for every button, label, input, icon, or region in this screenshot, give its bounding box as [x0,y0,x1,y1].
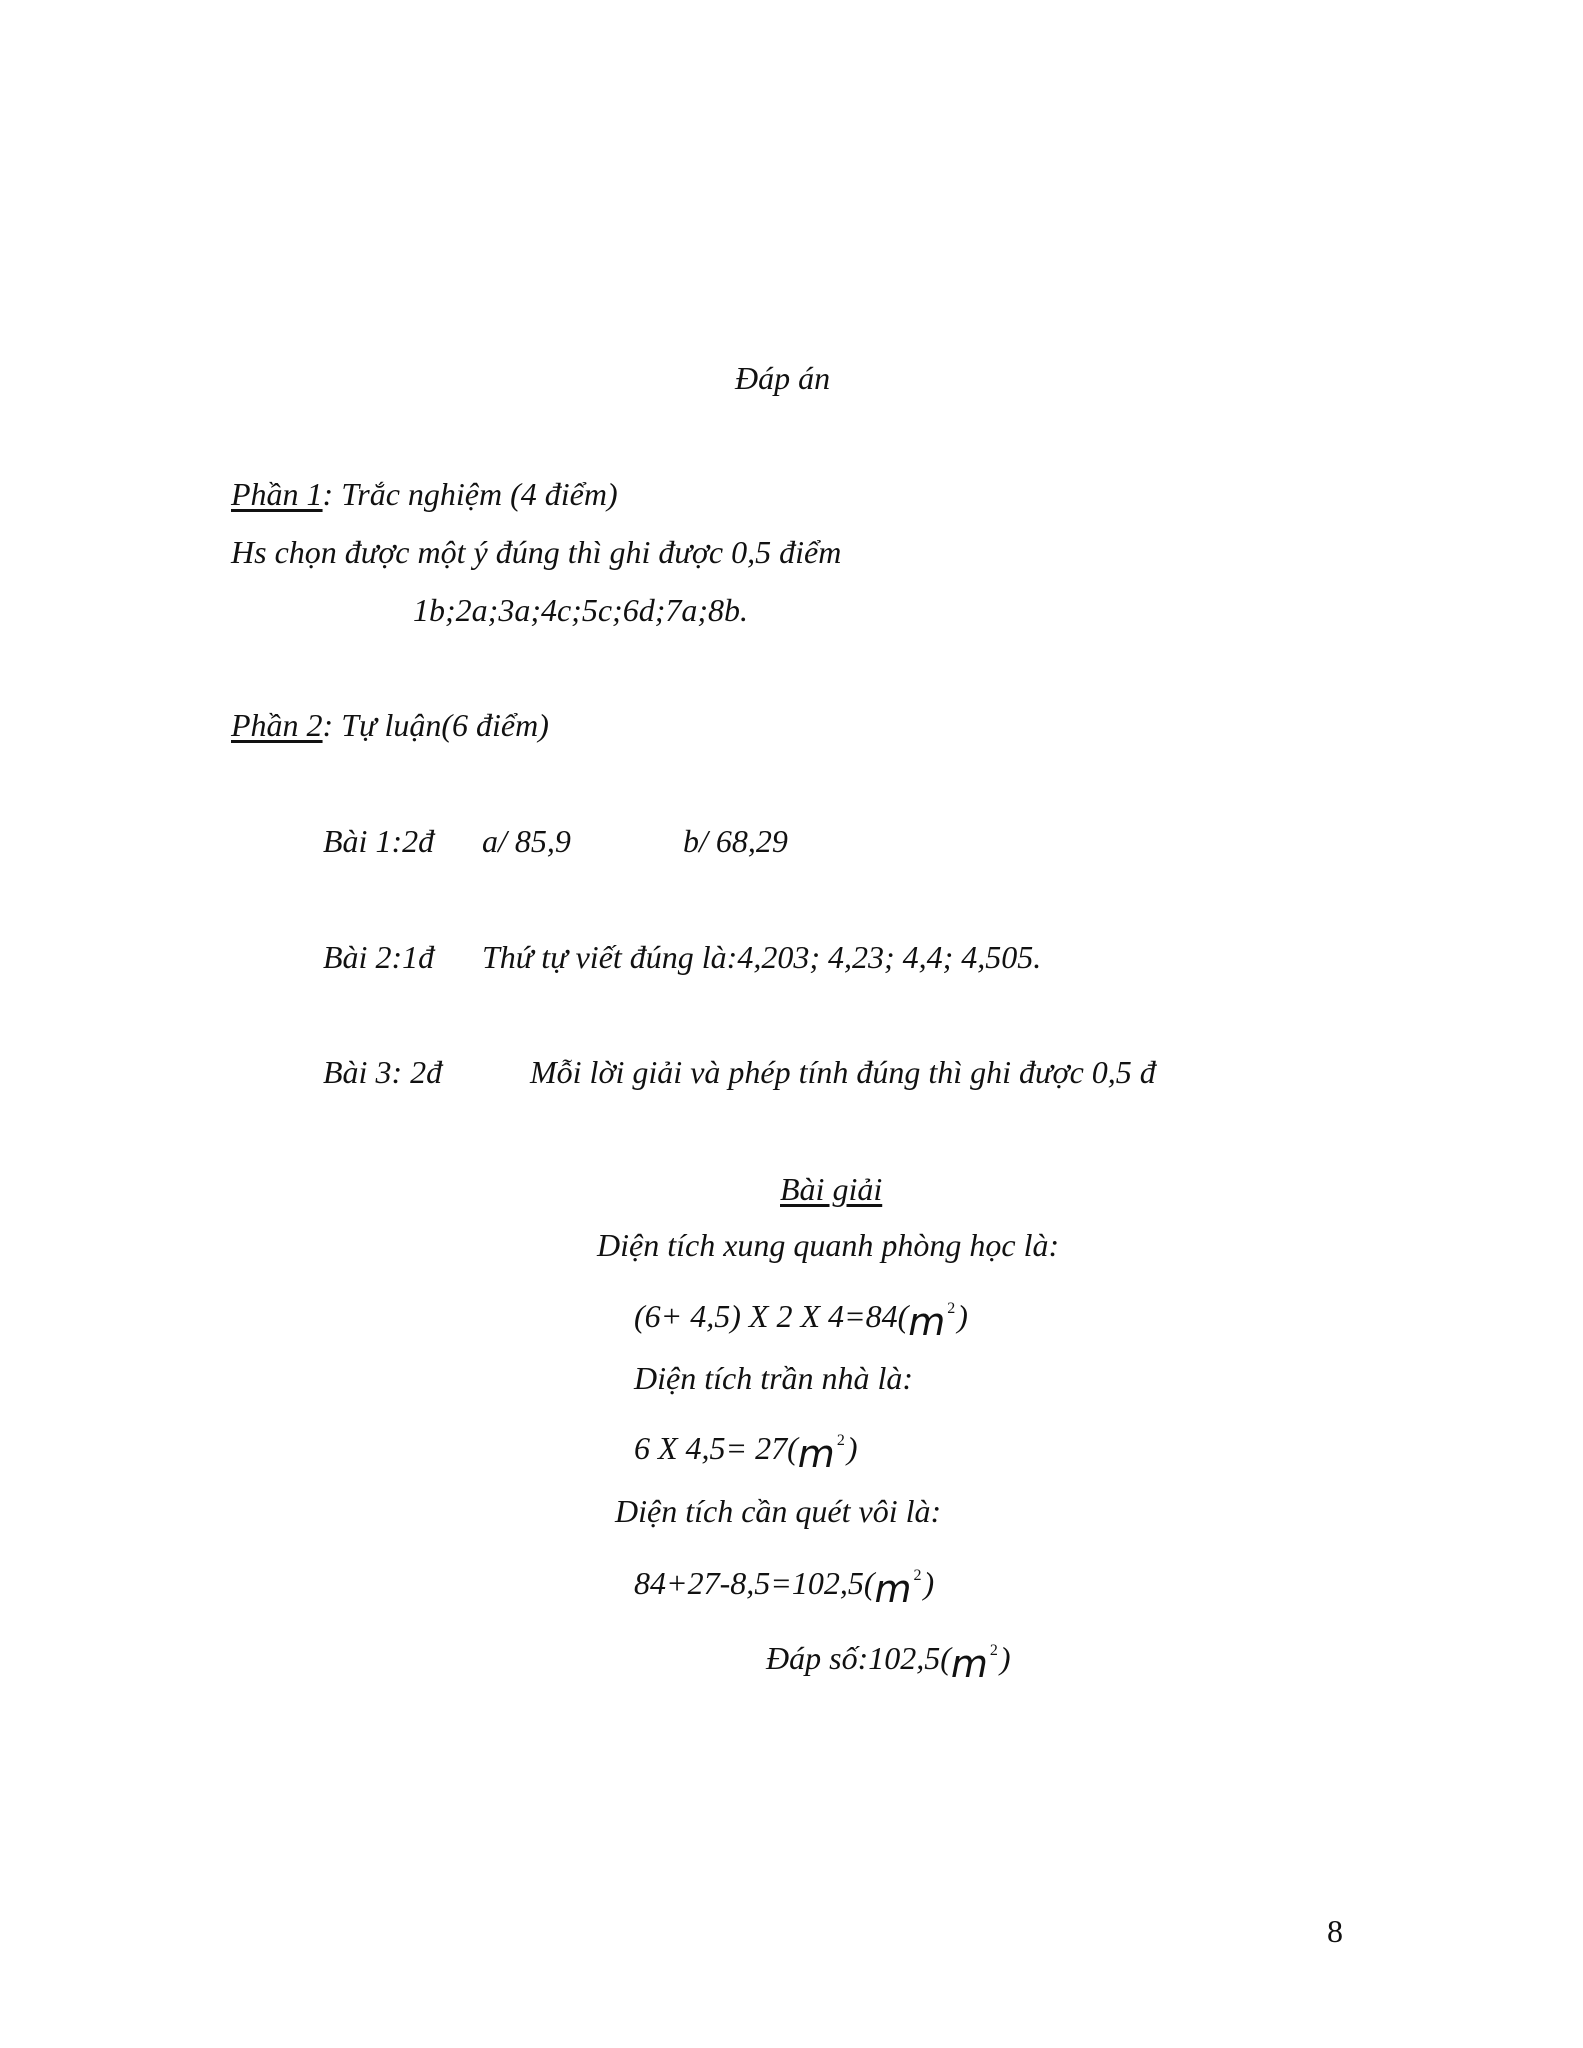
part1-instruction: Hs chọn được một ý đúng thì ghi được 0,5 điểm [231,534,842,570]
close-paren: ) [846,1430,858,1466]
solution-calc1 [634,1295,968,1344]
unit-letter: m [874,1567,912,1611]
answer-expression: Đáp số:102,5( [766,1640,951,1676]
part1-heading [231,478,618,510]
solution-line2: Diện tích trần nhà là: [634,1360,914,1396]
part2-label: Phần 2 [231,707,323,743]
unit-exponent: 2 [913,1567,922,1584]
unit-letter: m [797,1432,835,1476]
solution-calc2 [634,1427,858,1476]
part1-title: : Trắc nghiệm (4 điểm) [322,476,618,512]
unit-letter: m [950,1642,988,1686]
bai1-answer-b: b/ 68,29 [683,823,788,859]
close-paren: ) [957,1298,968,1334]
close-paren: ) [999,1640,1011,1676]
bai3-label: Bài 3: 2đ [323,1054,443,1090]
bai1-answer-a: a/ 85,9 [482,823,571,859]
calc3-expression: 84+27-8,5=102,5( [634,1565,875,1601]
solution-heading: Bài giải [780,1171,883,1207]
unit-square-meter [908,1295,957,1344]
solution-line3: Diện tích cần quét vôi là: [615,1493,942,1529]
bai3-text: Mỗi lời giải và phép tính đúng thì ghi được 0,5 đ [530,1054,1156,1090]
solution-line1: Diện tích xung quanh phòng học là: [597,1227,1060,1263]
part1-answers: 1b;2a;3a;4c;5c;6d;7a;8b. [413,592,748,628]
solution-calc3 [634,1562,935,1611]
bai2-label: Bài 2:1đ [323,939,435,975]
unit-square-meter [797,1427,847,1476]
unit-letter: m [908,1300,946,1344]
page-number: 8 [1327,1913,1343,1949]
part1-label: Phần 1 [231,476,323,512]
bai1-label: Bài 1:2đ [323,823,435,859]
unit-exponent: 2 [989,1642,998,1659]
unit-exponent: 2 [836,1432,845,1449]
unit-square-meter [874,1562,924,1611]
close-paren: ) [923,1565,935,1601]
bai2-text: Thứ tự viết đúng là:4,203; 4,23; 4,4; 4,505. [482,939,1042,975]
calc2-expression: 6 X 4,5= 27( [634,1430,798,1466]
solution-answer [766,1637,1011,1686]
unit-square-meter [950,1637,1000,1686]
unit-exponent: 2 [947,1300,956,1317]
calc1-expression: (6+ 4,5) X 2 X 4=84( [634,1298,909,1334]
part2-title: : Tự luận(6 điểm) [322,707,549,743]
page-title: Đáp án [735,360,831,396]
part2-heading [231,709,549,741]
